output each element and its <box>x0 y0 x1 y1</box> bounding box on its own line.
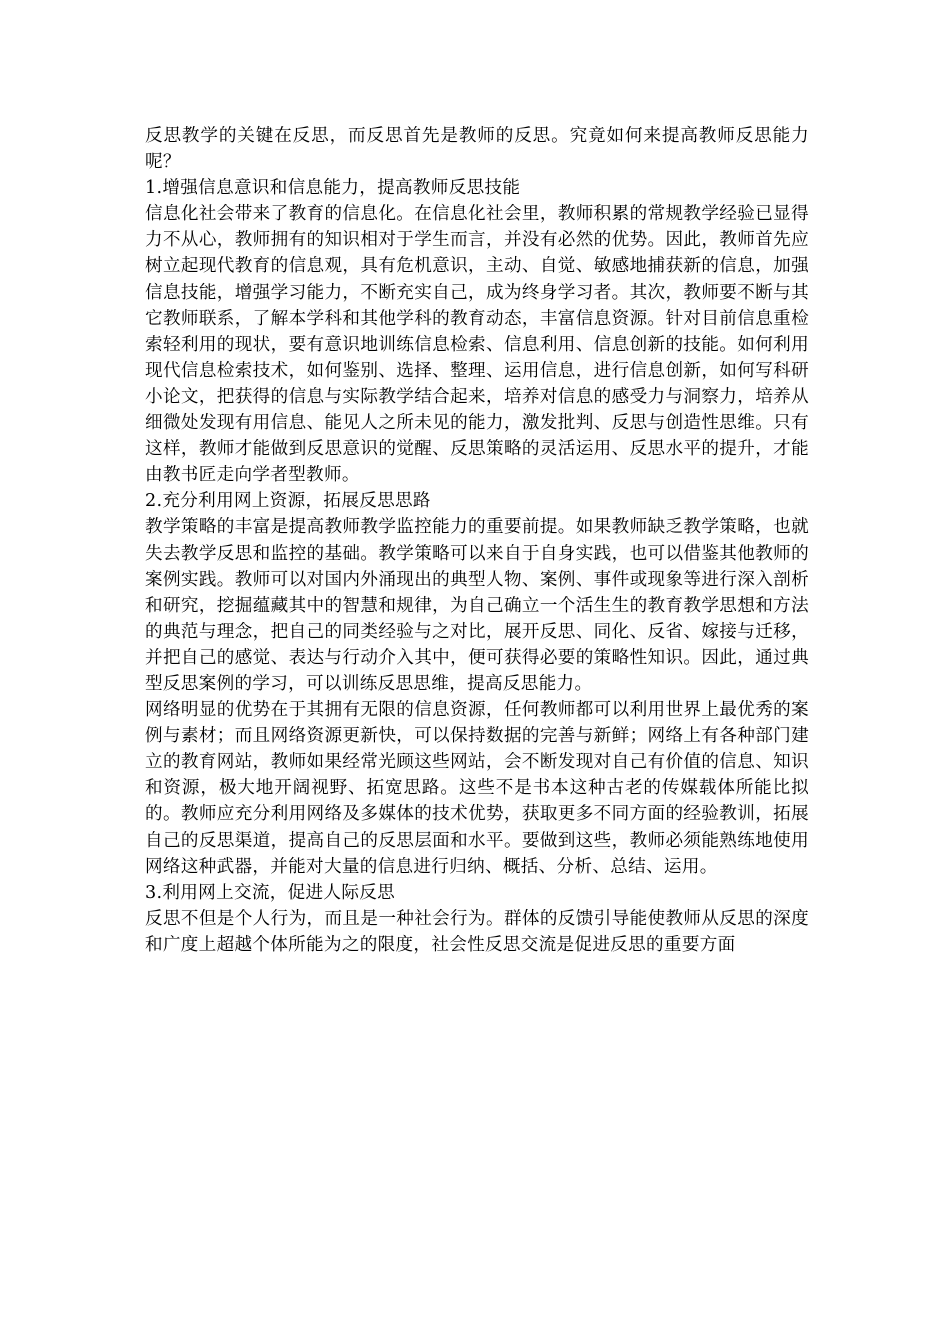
section-3-heading: 3.利用网上交流，促进人际反思 <box>145 882 396 903</box>
section-2-heading: 2.充分利用网上资源，拓展反思思路 <box>145 491 431 512</box>
section-2-paragraph-1: 教学策略的丰富是提高教师教学监控能力的重要前提。如果教师缺乏教学策略，也就失去教学反思和监控的基础。教学策略可以来自于自身实践，也可以借鉴其他教师的案例实践。教师可以对国内外涌现出的典型人物、案例、事件或现象等进行深入剖析和研究，挖掘蕴藏其中的智慧和规律，为自己确立一个活生生的教育教学思想和方法的典范与理念，把自己的同类经验与之对比，展开反思、同化、反省、嫁接与迁移，并把自己的感觉、表达与行动介入其中，便可获得必要的策略性知识。因此，通过典型反思案例的学习，可以训练反思思维，提高反思能力。 <box>145 517 809 694</box>
section-1-heading: 1.增强信息意识和信息能力，提高教师反思技能 <box>145 178 521 199</box>
intro-paragraph: 反思教学的关键在反思，而反思首先是教师的反思。究竟如何来提高教师反思能力呢？ <box>145 126 809 173</box>
document-body <box>145 123 809 958</box>
section-2-paragraph-2: 网络明显的优势在于其拥有无限的信息资源，任何教师都可以利用世界上最优秀的案例与素材；而且网络资源更新快，可以保持数据的完善与新鲜；网络上有各种部门建立的教育网站，教师如果经常光顾这些网站，会不断发现对自己有价值的信息、知识和资源，极大地开阔视野、拓宽思路。这些不是书本这种古老的传媒载体所能比拟的。教师应充分利用网络及多媒体的技术优势，获取更多不同方面的经验教训，拓展自己的反思渠道，提高自己的反思层面和水平。要做到这些，教师必须能熟练地使用网络这种武器，并能对大量的信息进行归纳、概括、分析、总结、运用。 <box>145 700 809 877</box>
section-1-paragraph-1: 信息化社会带来了教育的信息化。在信息化社会里，教师积累的常规教学经验已显得力不从心，教师拥有的知识相对于学生而言，并没有必然的优势。因此，教师首先应树立起现代教育的信息观，具有危机意识，主动、自觉、敏感地捕获新的信息，加强信息技能，增强学习能力，不断充实自己，成为终身学习者。其次，教师要不断与其它教师联系，了解本学科和其他学科的教育动态，丰富信息资源。针对目前信息重检索轻利用的现状，要有意识地训练信息检索、信息利用、信息创新的技能。如何利用现代信息检索技术，如何鉴别、选择、整理、运用信息，进行信息创新，如何写科研小论文，把获得的信息与实际教学结合起来，培养对信息的感受力与洞察力，培养从细微处发现有用信息、能见人之所未见的能力，激发批判、反思与创造性思维。只有这样，教师才能做到反思意识的觉醒、反思策略的灵活运用、反思水平的提升，才能由教书匠走向学者型教师。 <box>145 204 809 486</box>
section-3-paragraph-1: 反思不但是个人行为，而且是一种社会行为。群体的反馈引导能使教师从反思的深度和广度上超越个体所能为之的限度，社会性反思交流是促进反思的重要方面 <box>145 908 809 955</box>
